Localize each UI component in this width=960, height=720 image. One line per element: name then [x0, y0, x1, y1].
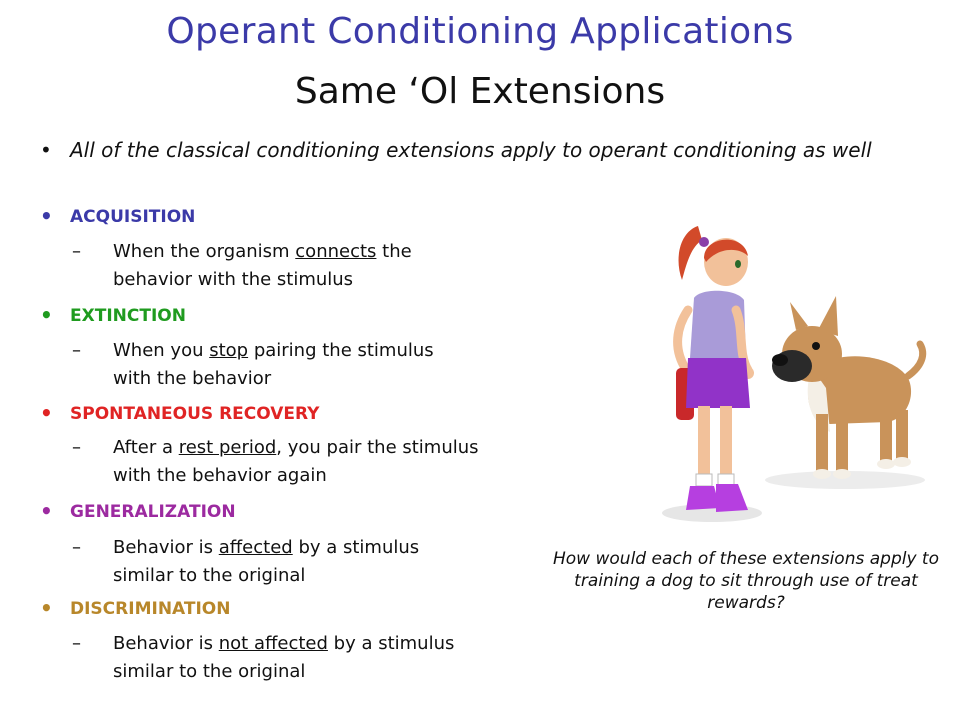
desc-text: After a	[113, 437, 179, 458]
section-label: DISCRIMINATION	[70, 599, 231, 619]
dash-icon: –	[72, 537, 81, 558]
desc-text: similar to the original	[113, 565, 306, 586]
dash-icon: –	[72, 241, 81, 262]
desc-keyword: not affected	[218, 633, 328, 654]
section-discrimination-desc	[72, 630, 542, 686]
dash-icon: –	[72, 633, 81, 654]
section-label: ACQUISITION	[70, 207, 196, 227]
desc-keyword: affected	[218, 537, 293, 558]
desc-text: the	[376, 241, 412, 262]
bullet-icon: •	[40, 204, 53, 228]
section-spontaneous-recovery-desc	[72, 434, 542, 490]
section-label: EXTINCTION	[70, 306, 186, 326]
desc-text: Behavior is	[113, 537, 219, 558]
desc-keyword: connects	[295, 241, 377, 262]
desc-text: with the behavior	[113, 368, 272, 389]
desc-text: When the organism	[113, 241, 296, 262]
desc-text: similar to the original	[113, 661, 306, 682]
dash-icon: –	[72, 340, 81, 361]
section-extinction-desc	[72, 337, 542, 393]
bullet-icon: •	[40, 303, 53, 327]
section-acquisition-label	[40, 206, 195, 228]
dash-icon: –	[72, 437, 81, 458]
desc-text: by a stimulus	[327, 633, 455, 654]
intro-bullet	[40, 136, 920, 164]
slide-subtitle: Same ‘Ol Extensions	[294, 71, 666, 112]
question-caption: How would each of these extensions apply to training a dog to sit through use of treat rewards?	[553, 549, 939, 613]
intro-text: All of the classical conditioning extensions apply to operant conditioning as well	[70, 138, 872, 162]
girl-and-dog-illustration	[640, 218, 940, 528]
bullet-icon: •	[40, 596, 53, 620]
desc-keyword: stop	[209, 340, 249, 361]
desc-text: Behavior is	[113, 633, 219, 654]
section-extinction-label	[40, 305, 186, 327]
bullet-icon: •	[40, 138, 52, 162]
desc-keyword: rest period	[178, 437, 277, 458]
bullet-icon: •	[40, 401, 53, 425]
section-discrimination-label	[40, 598, 230, 620]
section-generalization-label	[40, 501, 236, 523]
desc-text: When you	[113, 340, 210, 361]
slide-title: Operant Conditioning Applications	[166, 11, 794, 52]
bullet-icon: •	[40, 499, 53, 523]
section-spontaneous-recovery-label	[40, 403, 320, 425]
desc-text: behavior with the stimulus	[113, 269, 354, 290]
desc-text: with the behavior again	[113, 465, 327, 486]
section-acquisition-desc	[72, 238, 542, 294]
section-label: SPONTANEOUS RECOVERY	[70, 404, 320, 424]
section-label: GENERALIZATION	[70, 502, 236, 522]
desc-text: pairing the stimulus	[248, 340, 434, 361]
section-generalization-desc	[72, 534, 542, 590]
desc-text: by a stimulus	[292, 537, 420, 558]
desc-text: , you pair the stimulus	[276, 437, 479, 458]
